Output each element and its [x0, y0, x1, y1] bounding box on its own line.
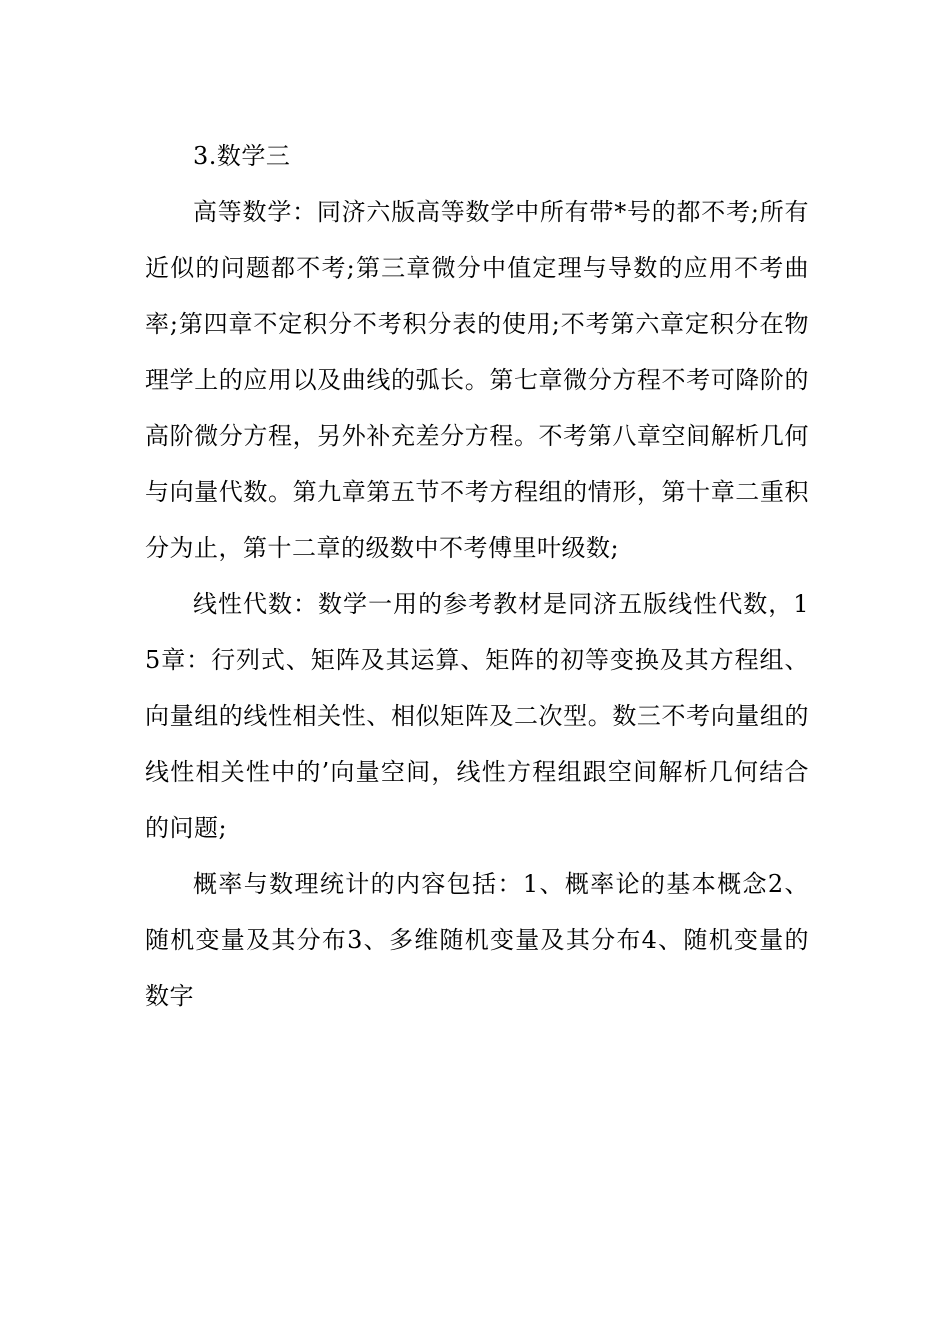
paragraph-linear-algebra: 线性代数：数学一用的参考教材是同济五版线性代数，15章：行列式、矩阵及其运算、矩阵的初等变换及其方程组、向量组的线性相关性、相似矩阵及二次型。数三不考向量组的线性相关性中的’向量空间，线性方程组跟空间解析几何结合的问题;	[145, 590, 809, 842]
paragraph-advanced-math: 高等数学：同济六版高等数学中所有带*号的都不考;所有近似的问题都不考;第三章微分中值定理与导数的应用不考曲率;第四章不定积分不考积分表的使用;不考第六章定积分在物理学上的应用以及曲线的弧长。第七章微分方程不考可降阶的高阶微分方程，另外补充差分方程。不考第八章空间解析几何与向量代数。第九章第五节不考方程组的情形，第十章二重积分为止，第十二章的级数中不考傅里叶级数;	[145, 198, 809, 562]
paragraph-probability-statistics: 概率与数理统计的内容包括：1、概率论的基本概念2、随机变量及其分布3、多维随机变量及其分布4、随机变量的数字	[145, 870, 809, 1010]
document-body	[145, 128, 809, 1024]
section-heading: 3.数学三	[193, 142, 291, 170]
